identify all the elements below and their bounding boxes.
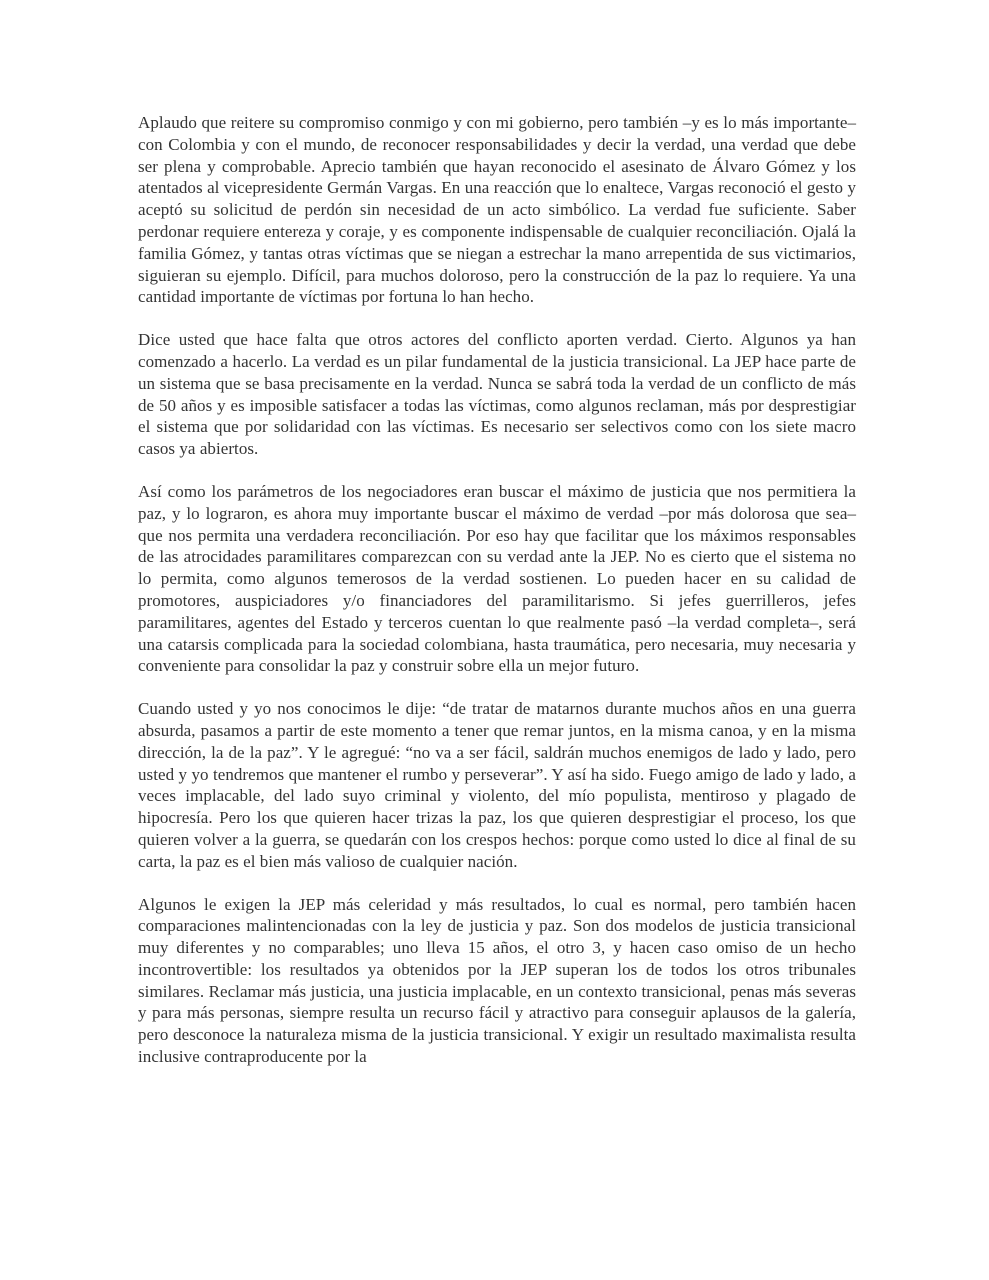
paragraph-5: Algunos le exigen la JEP más celeridad y más resultados, lo cual es normal, pero también hacen comparaciones malintencionadas con la ley de justicia y paz. Son dos modelos de justicia transicional muy diferentes y no comparables; uno lleva 15 años, el otro 3, y hacen caso omiso de un hecho incontrovertible: los resultados ya obtenidos por la JEP superan los de todos los otros tribunales similares. Reclamar más justicia, una justicia implacable, en un contexto transicional, penas más severas y para más personas, siempre resulta un recurso fácil y atractivo para conseguir aplausos de la galería, pero desconoce la naturaleza misma de la justicia transicional. Y exigir un resultado maximalista resulta inclusive contraproducente por la	[138, 894, 856, 1067]
paragraph-4: Cuando usted y yo nos conocimos le dije: “de tratar de matarnos durante muchos años en una guerra absurda, pasamos a partir de este momento a tener que remar juntos, en la misma canoa, y en la misma dirección, la de la paz”. Y le agregué: “no va a ser fácil, saldrán muchos enemigos de lado y lado, pero usted y yo tendremos que mantener el rumbo y perseverar”. Y así ha sido. Fuego amigo de lado y lado, a veces implacable, del lado suyo criminal y violento, del mío populista, mentiroso y plagado de hipocresía. Pero los que quieren hacer trizas la paz, los que quieren desprestigiar el proceso, los que quieren volver a la guerra, se quedarán con los crespos hechos: porque como usted lo dice al final de su carta, la paz es el bien más valioso de cualquier nación.	[138, 699, 856, 871]
paragraph-1: Aplaudo que reitere su compromiso conmigo y con mi gobierno, pero también –y es lo más importante– con Colombia y con el mundo, de reconocer responsabilidades y decir la verdad, una verdad que debe ser plena y comprobable. Aprecio también que hayan reconocido el asesinato de Álvaro Gómez y los atentados al vicepresidente Germán Vargas. En una reacción que lo enaltece, Vargas reconoció el gesto y aceptó su solicitud de perdón sin necesidad de un acto simbólico. La verdad fue suficiente. Saber perdonar requiere entereza y coraje, y es componente indispensable de cualquier reconciliación. Ojalá la familia Gómez, y tantas otras víctimas que se niegan a estrechar la mano arrepentida de sus victimarios, siguieran su ejemplo. Difícil, para muchos doloroso, pero la construcción de la paz lo requiere. Ya una cantidad importante de víctimas por fortuna lo han hecho.	[138, 113, 856, 307]
paragraph-3: Así como los parámetros de los negociadores eran buscar el máximo de justicia que nos permitiera la paz, y lo lograron, es ahora muy importante buscar el máximo de verdad –por más dolorosa que sea– que nos permita una verdadera reconciliación. Por eso hay que facilitar que los máximos responsables de las atrocidades paramilitares comparezcan con su verdad ante la JEP. No es cierto que el sistema no lo permita, como algunos temerosos de la verdad sostienen. Lo pueden hacer en su calidad de promotores, auspiciadores y/o financiadores del paramilitarismo. Si jefes guerrilleros, jefes paramilitares, agentes del Estado y terceros cuentan lo que realmente pasó –la verdad completa–, será una catarsis complicada para la sociedad colombiana, hasta traumática, pero necesaria, muy necesaria y conveniente para consolidar la paz y construir sobre ella un mejor futuro.	[138, 481, 856, 676]
letter-body	[138, 112, 856, 1068]
paragraph-2: Dice usted que hace falta que otros actores del conflicto aporten verdad. Cierto. Algunos ya han comenzado a hacerlo. La verdad es un pilar fundamental de la justicia transicional. La JEP hace parte de un sistema que se basa precisamente en la verdad. Nunca se sabrá toda la verdad de un conflicto de más de 50 años y es imposible satisfacer a todas las víctimas, como algunos reclaman, más por desprestigiar el sistema que por solidaridad con las víctimas. Es necesario ser selectivos como con los siete macro casos ya abiertos.	[138, 330, 856, 459]
